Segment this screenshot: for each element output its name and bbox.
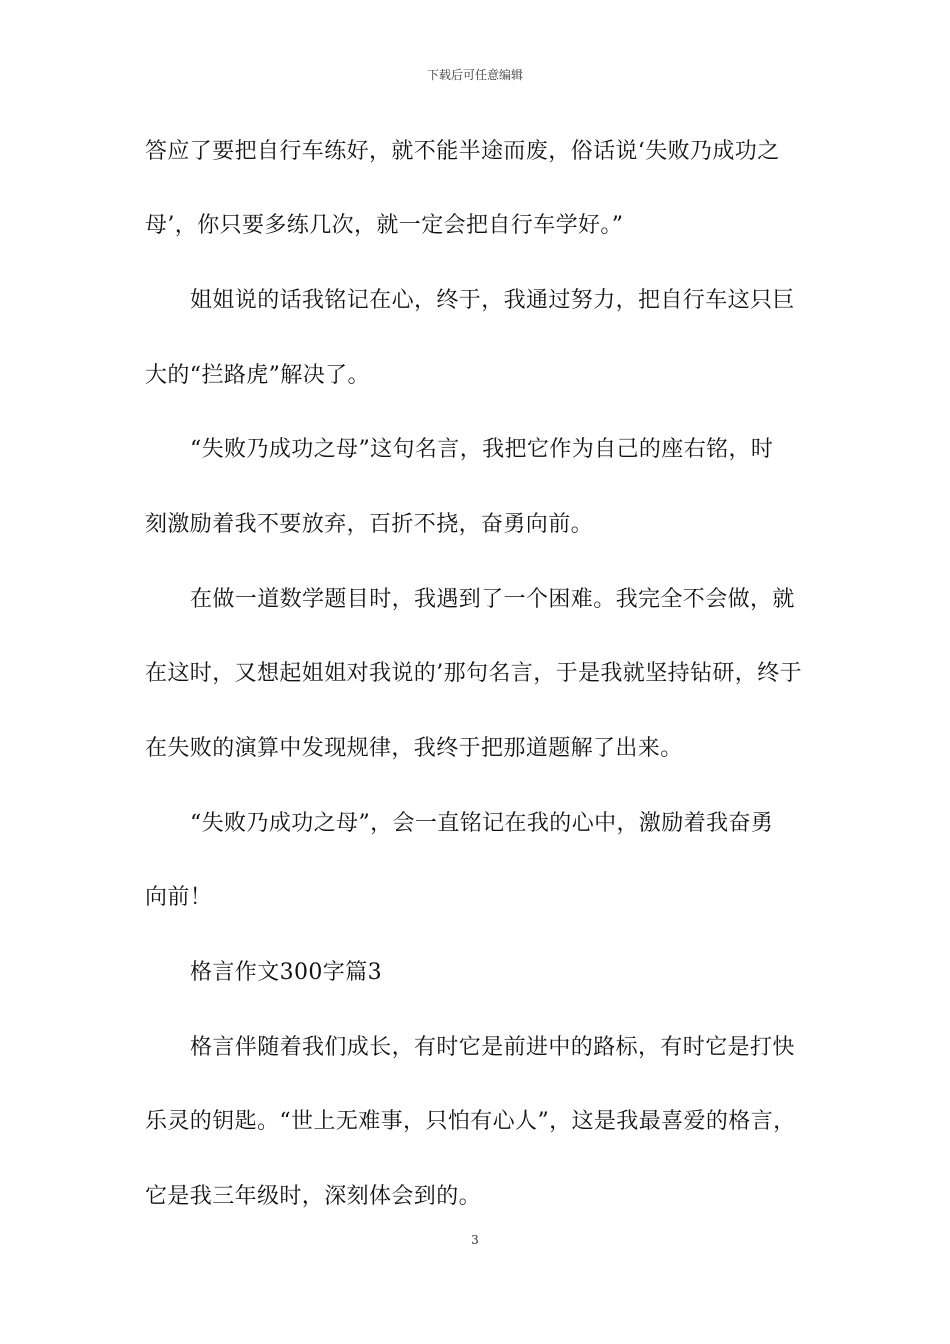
page-header: 下载后可任意编辑	[426, 68, 523, 82]
paragraph-start: “失败乃成功之母”这句名言，我把它作为自己的座右铭，时	[190, 437, 774, 462]
text-line: 大的“拦路虎”解决了。	[145, 363, 370, 388]
text-line: 母’，你只要多练几次，就一定会把自行车学好。”	[145, 213, 624, 238]
paragraph-start: 在做一道数学题目时，我遇到了一个困难。我完全不会做，就	[190, 587, 795, 612]
paragraph-start: 格言伴随着我们成长，有时它是前进中的路标，有时它是打快	[190, 1035, 795, 1060]
paragraph-start: 姐姐说的话我铭记在心，终于，我通过努力，把自行车这只巨	[190, 288, 795, 313]
text-line: 乐灵的钥匙。“世上无难事，只怕有心人”，这是我最喜爱的格言，	[145, 1109, 796, 1134]
text-line: 答应了要把自行车练好，就不能半途而废，俗话说‘失败乃成功之	[145, 139, 780, 164]
text-line: 在这时，又想起姐姐对我说的’那句名言，于是我就坚持钻研，终于	[145, 661, 802, 686]
section-heading: 格言作文300字篇3	[190, 960, 382, 985]
text-line: 向前！	[145, 885, 213, 910]
text-line: 在失败的演算中发现规律，我终于把那道题解了出来。	[145, 736, 683, 761]
text-line: 刻激励着我不要放弃，百折不挠，奋勇向前。	[145, 512, 594, 537]
text-line: 它是我三年级时，深刻体会到的。	[145, 1184, 482, 1209]
page-number: 3	[471, 1233, 479, 1247]
paragraph-start: “失败乃成功之母”，会一直铭记在我的心中，激励着我奋勇	[190, 811, 774, 836]
